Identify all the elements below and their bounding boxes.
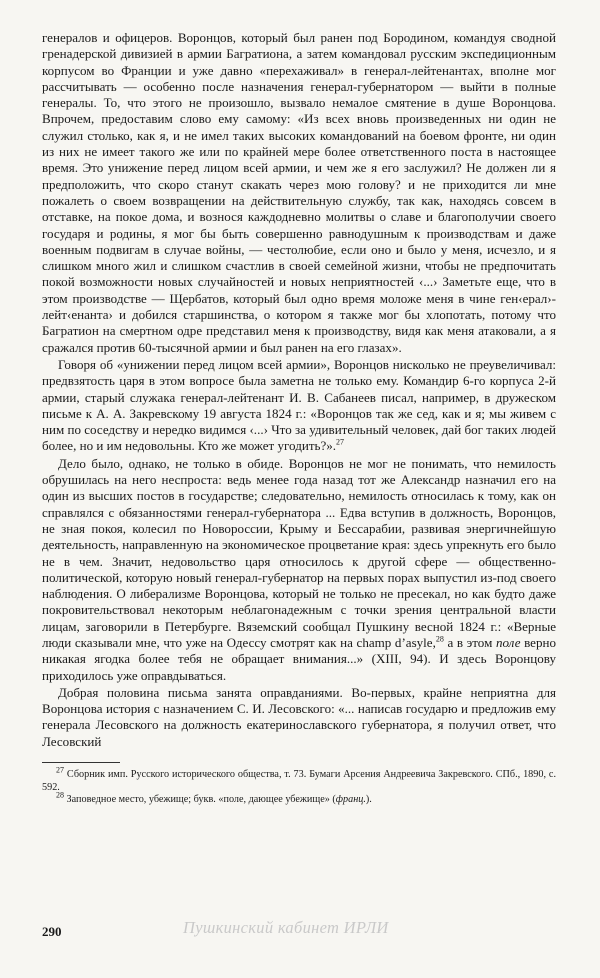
footnote-27-text: Сборник имп. Русского исторического общества, т. 73. Бумаги Арсения Андреевича Закревского. СПб., 1890, с. 592. xyxy=(42,769,556,793)
champ-dasyle-phrase: champ d’asyle, xyxy=(356,634,436,650)
footnote-ref-27[interactable]: 27 xyxy=(336,438,345,448)
book-page xyxy=(42,30,556,807)
footnote-28-number: 28 xyxy=(56,790,64,800)
paragraph-2 xyxy=(42,357,556,455)
paragraph-3-text: Дело было, однако, не только в обиде. Воронцов не мог не понимать, что немилость обрушилась на него неспроста: ведь менее года назад тот же Александр назначил его на один из высших постов в государстве; следовательно, немилость относилась к тому, как он справлялся с обязанностями генерал-губернатора ... Едва вступив в должность, Воронцов, не зная покоя, колесил по Новороссии, Крыму и Бессарабии, развивая энергичнейшую деятельность, направленную на экономическое процветание края: здесь упрекнуть его было не в чем. Значит, недовольство царя относилось к другой сфере — общественно-политической, которую новый генерал-губернатор на первых порах выпустил из-под своего наблюдения. О либерализме Воронцова, который не только не пресекал, но как будто даже покровительствовал некоторым неблагонадежным с точки зрения центральной власти лицам, заговорили в Петербурге. Вяземский сообщал Пушкину весной 1824 г.: «Верные люди сказывали мне, что уже на Одессу смотрят как на xyxy=(42,455,556,650)
footnote-28-lang: франц. xyxy=(335,794,366,806)
paragraph-3-end: верно никакая ягодка более тебя не обращает внимания...» (XIII, 94). И здесь Воронцову приходилось уже оправдываться. xyxy=(42,634,557,683)
paragraph-3-mid: а в этом xyxy=(443,634,496,650)
paragraph-1 xyxy=(42,30,556,356)
footnote-28-close: ). xyxy=(365,794,372,806)
paragraph-2-text: Говоря об «унижении перед лицом всей армии», Воронцов нисколько не преувеличивал: предвзятость царя в этом вопросе была заметна не только ему. Командир 6-го корпуса 2-й армии, старый служака генерал-лейтенант И. В. Сабанеев писал, например, в дружеском письме к А. А. Закревскому 19 августа 1824 г.: «Воронцов так же сед, как и я; мы живем с ним по соседству и нередко видимся ‹...› Что за удивительный человек, дай бог таких людей более, но и им недовольны. Кто же может угодить?». xyxy=(42,356,556,454)
watermark-text: Пушкинский кабинет ИРЛИ xyxy=(183,918,389,937)
paragraph-1-text: генералов и офицеров. Воронцов, который был ранен под Бородином, командуя сводной гренадерской дивизией в армии Багратиона, а затем командовал русским экспедиционным корпусом во Франции и уже давно «перехаживал» в генерал-лейтенантах, вполне мог рассчитывать — особенно после назначения генерал-губернатором — выйти в полные генералы. То, что этого не произошло, вызвало немалое смятение в душе Воронцова. Впрочем, предоставим слово ему самому: «Из всех вновь произведенных ни один не служил столько, как я, и не имел таких высоких командований на боевом фронте, ни один из них не имеет такого же или по крайней мере более ответственного поста в настоящее время. Это унижение перед лицом всей армии, и чем же я его заслужил? Не должен ли я предположить, что скоро станут скакать через мою голову? и не приходится ли мне пожалеть о своем возвращении на действительную службу, так как, находясь совсем в отставке, на покое дома, и вознося каждодневно молитвы о славе и благополучии своего государя и родины, я мог бы быть совершенно равнодушным к производствам и даже военным подвигам в случае войны, — честолюбие, если оно и было у меня, исчезло, и я слишком много жил и слишком счастлив в своей семейной жизни, чтобы не предпочитать покой возможности новых случайностей и новых неприятностей ‹...› Заметьте еще, что в этом производстве — Щербатов, который был одно время моложе меня в чине ген‹ерал›-лейт‹енанта› и добился старшинства, о котором я также мог бы хлопотать, потому что Багратион на смертном одре представил меня к производству, видя как меня атаковали, а я сражался против 60-тысячной армии и был ранен на его глазах». xyxy=(42,30,556,355)
footnote-28 xyxy=(42,790,556,807)
paragraph-3 xyxy=(42,456,556,684)
footnote-27-number: 27 xyxy=(56,765,64,775)
footnote-28-text: Заповедное место, убежище; букв. «поле, дающее убежище» ( xyxy=(66,794,336,806)
page-number: 290 xyxy=(42,924,62,939)
footnote-27 xyxy=(42,765,556,794)
field-word: поле xyxy=(495,634,521,650)
paragraph-4 xyxy=(42,685,556,750)
footnote-divider xyxy=(42,762,120,763)
footnote-ref-28[interactable]: 28 xyxy=(435,634,444,644)
paragraph-4-text: Добрая половина письма занята оправданиями. Во-первых, крайне неприятна для Воронцова история с назначением С. И. Лесовского: «... написав государю и предложив ему генерала Лесовского на должность екатеринославского губернатора, я получил ответ, что Лесовский xyxy=(42,684,556,749)
